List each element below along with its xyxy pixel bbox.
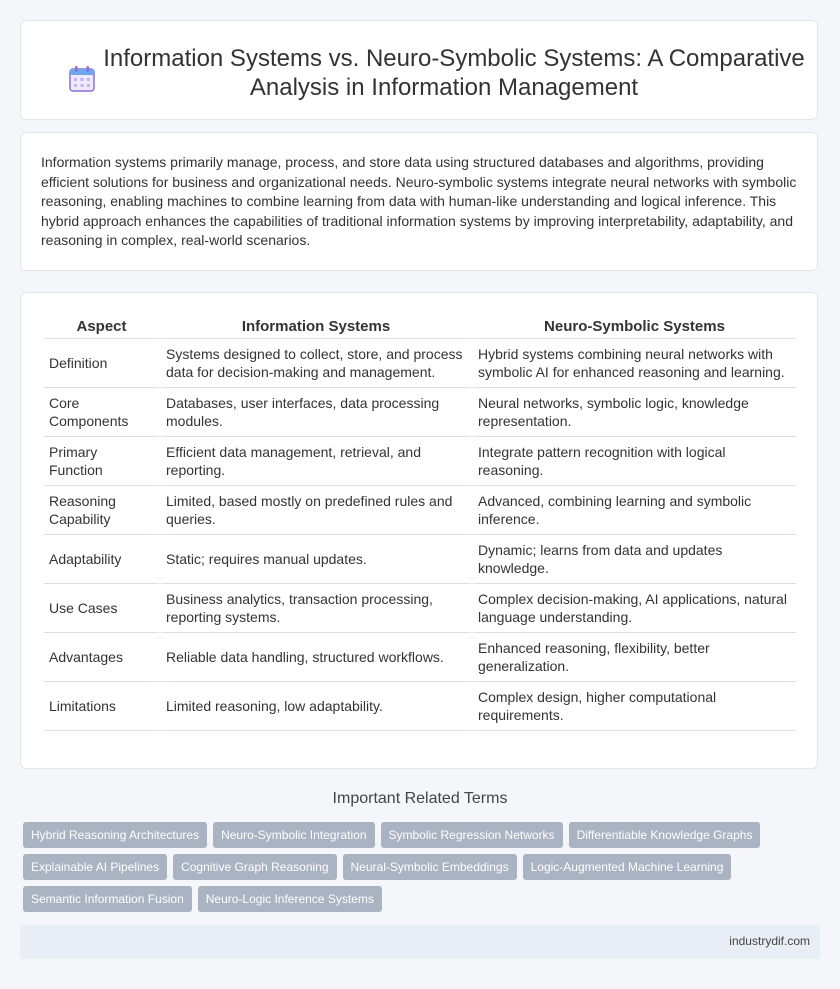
related-term-tag[interactable]: Differentiable Knowledge Graphs	[569, 822, 761, 848]
aspect-cell: Reasoning Capability	[44, 486, 159, 535]
footer-site-name[interactable]: industrydif.com	[729, 934, 810, 948]
header-information-systems: Information Systems	[161, 314, 471, 339]
aspect-cell: Use Cases	[44, 584, 159, 633]
neuro-symbolic-cell: Complex decision-making, AI applications, natural language understanding.	[473, 584, 796, 633]
related-term-tag[interactable]: Neuro-Symbolic Integration	[213, 822, 374, 848]
related-term-tag[interactable]: Explainable AI Pipelines	[23, 854, 167, 880]
table-row	[44, 339, 796, 388]
title-card	[20, 20, 818, 120]
information-systems-cell: Static; requires manual updates.	[161, 535, 471, 584]
table-row	[44, 388, 796, 437]
header-aspect: Aspect	[44, 314, 159, 339]
intro-paragraph: Information systems primarily manage, process, and store data using structured databases and algorithms, providing efficient solutions for business and organizational needs. Neuro-symbolic systems integrate neural networks with symbolic reasoning, enabling machines to combine learning from data with human-like understanding and logical inference. This hybrid approach enhances the capabilities of traditional information systems by improving interpretability, adaptability, and reasoning in complex, real-world scenarios.	[41, 154, 797, 248]
neuro-symbolic-cell: Neural networks, symbolic logic, knowledge representation.	[473, 388, 796, 437]
table-row	[44, 584, 796, 633]
related-term-tag[interactable]: Hybrid Reasoning Architectures	[23, 822, 207, 848]
related-term-tag[interactable]: Neuro-Logic Inference Systems	[198, 886, 382, 912]
neuro-symbolic-cell: Enhanced reasoning, flexibility, better generalization.	[473, 633, 796, 682]
information-systems-cell: Business analytics, transaction processing, reporting systems.	[161, 584, 471, 633]
neuro-symbolic-cell: Dynamic; learns from data and updates knowledge.	[473, 535, 796, 584]
information-systems-cell: Reliable data handling, structured workflows.	[161, 633, 471, 682]
header-neuro-symbolic-systems: Neuro-Symbolic Systems	[473, 314, 796, 339]
intro-card	[20, 132, 818, 271]
table-row	[44, 437, 796, 486]
information-systems-cell: Efficient data management, retrieval, and reporting.	[161, 437, 471, 486]
comparison-table-card	[20, 292, 818, 769]
table-row	[44, 682, 796, 731]
related-term-tag[interactable]: Neural-Symbolic Embeddings	[343, 854, 517, 880]
aspect-cell: Adaptability	[44, 535, 159, 584]
information-systems-cell: Systems designed to collect, store, and process data for decision-making and management.	[161, 339, 471, 388]
information-systems-cell: Limited reasoning, low adaptability.	[161, 682, 471, 731]
footer	[20, 925, 820, 959]
related-terms-list	[23, 822, 783, 912]
neuro-symbolic-cell: Complex design, higher computational requirements.	[473, 682, 796, 731]
aspect-cell: Definition	[44, 339, 159, 388]
related-term-tag[interactable]: Logic-Augmented Machine Learning	[523, 854, 732, 880]
neuro-symbolic-cell: Hybrid systems combining neural networks with symbolic AI for enhanced reasoning and learning.	[473, 339, 796, 388]
information-systems-cell: Databases, user interfaces, data processing modules.	[161, 388, 471, 437]
related-term-tag[interactable]: Symbolic Regression Networks	[381, 822, 563, 848]
comparison-table	[42, 314, 798, 731]
aspect-cell: Core Components	[44, 388, 159, 437]
related-term-tag[interactable]: Semantic Information Fusion	[23, 886, 192, 912]
table-row	[44, 535, 796, 584]
neuro-symbolic-cell: Integrate pattern recognition with logical reasoning.	[473, 437, 796, 486]
related-terms-heading: Important Related Terms	[332, 790, 508, 807]
aspect-cell: Advantages	[44, 633, 159, 682]
table-row	[44, 486, 796, 535]
aspect-cell: Primary Function	[44, 437, 159, 486]
aspect-cell: Limitations	[44, 682, 159, 731]
neuro-symbolic-cell: Advanced, combining learning and symbolic inference.	[473, 486, 796, 535]
related-term-tag[interactable]: Cognitive Graph Reasoning	[173, 854, 336, 880]
table-row	[44, 633, 796, 682]
page-title: Information Systems vs. Neuro-Symbolic Systems: A Comparative Analysis in Information Management	[103, 45, 805, 101]
information-systems-cell: Limited, based mostly on predefined rules and queries.	[161, 486, 471, 535]
table-header-row	[44, 314, 796, 339]
